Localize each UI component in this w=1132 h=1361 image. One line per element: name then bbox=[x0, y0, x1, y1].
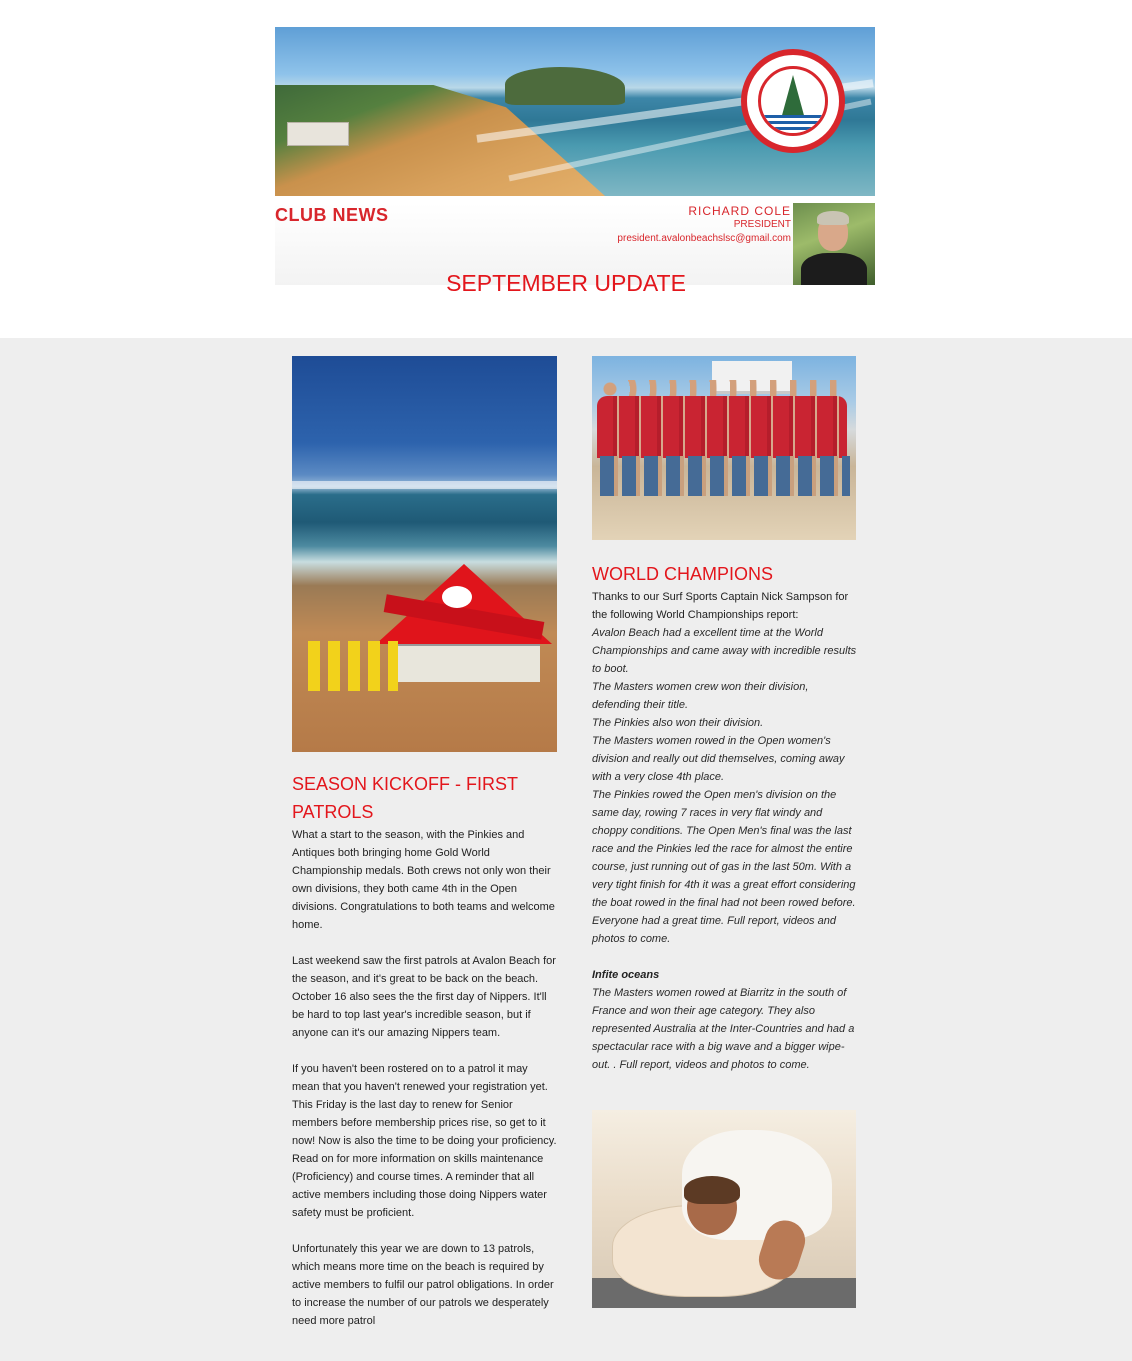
club-logo bbox=[741, 49, 845, 153]
photo-team-shirts bbox=[597, 396, 847, 458]
banner-clubhouse bbox=[287, 122, 349, 146]
cpr-training-photo bbox=[592, 1110, 856, 1308]
logo-inner bbox=[758, 66, 828, 136]
president-role: PRESIDENT bbox=[733, 219, 791, 230]
photo-trainee-hair bbox=[684, 1176, 740, 1204]
beach-banner-image bbox=[275, 27, 875, 196]
season-kickoff-heading: SEASON KICKOFF - FIRST PATROLS bbox=[292, 774, 518, 822]
left-column bbox=[292, 356, 558, 1330]
president-name: RICHARD COLE bbox=[688, 204, 791, 218]
report-intro: Thanks to our Surf Sports Captain Nick Sampson for the following World Championships report: bbox=[592, 591, 849, 621]
photo-team-legs bbox=[600, 456, 850, 496]
article-paragraph: What a start to the season, with the Pinkies and Antiques both bringing home Gold World Championship medals. Both crews not only won their own divisions, they both came 4th in the Open divisions. Congratulations to both teams and welcome home. bbox=[292, 829, 555, 931]
page-title: SEPTEMBER UPDATE bbox=[446, 270, 686, 296]
infinite-oceans-paragraph: The Masters women rowed at Biarritz in the south of France and won their age category. They also represented Australia at the Inter-Countries and had a spectacular race with a big wave and a bigger wipe-out. . Full report, videos and photos to come. bbox=[592, 987, 855, 1071]
photo-tent-base bbox=[392, 644, 540, 682]
president-email-link[interactable]: president.avalonbeachslsc@gmail.com bbox=[617, 233, 791, 244]
infinite-oceans-subheading: Infite oceans bbox=[592, 969, 660, 981]
right-column bbox=[592, 356, 858, 1308]
article-paragraph: Last weekend saw the first patrols at Avalon Beach for the season, and it's great to be back on the beach. October 16 also sees the the first day of Nippers. It'll be hard to top last year's incredible season, but if anyone can it's our amazing Nippers team. bbox=[292, 955, 556, 1039]
photo-surf bbox=[292, 481, 557, 489]
report-paragraph: The Masters women rowed in the Open women's division and really out did themselves, coming away with a very close 4th place. bbox=[592, 735, 845, 783]
portrait-hair bbox=[817, 211, 849, 225]
president-info bbox=[617, 204, 791, 246]
patrol-tent-photo bbox=[292, 356, 557, 752]
cpr-photo-wrapper bbox=[592, 1110, 858, 1308]
newsletter-body bbox=[0, 338, 1132, 1361]
report-paragraph: The Pinkies rowed the Open men's division on the same day, rowing 7 races in very flat windy and choppy conditions. The Open Men's final was the last race and the Pinkies led the race for almost the entire course, just running out of gas in the last 50m. With a very tight finish for 4th it was a great effort considering the boat rowed in the final had not been rowed before. Everyone had a great time. Full report, videos and photos to come. bbox=[592, 789, 856, 945]
world-champions-heading: WORLD CHAMPIONS bbox=[592, 564, 774, 584]
header-area bbox=[0, 0, 1132, 338]
club-news-label: CLUB NEWS bbox=[275, 205, 389, 225]
photo-lifesavers bbox=[308, 641, 398, 691]
streets-logo-icon bbox=[442, 586, 472, 608]
report-paragraph: The Masters women crew won their division, defending their title. bbox=[592, 681, 809, 711]
header-wrapper bbox=[275, 27, 875, 285]
article-paragraph: If you haven't been rostered on to a patrol it may mean that you haven't renewed your registration yet. This Friday is the last day to renew for Senior members before membership prices rise, so get to it now! Now is also the time to be doing your proficiency. Read on for more information on skills maintenance (Proficiency) and course times. A reminder that all active members including those doing Nippers water safety must be proficient. bbox=[292, 1063, 557, 1219]
pine-tree-icon bbox=[781, 75, 805, 119]
world-champions-photo bbox=[592, 356, 856, 540]
article-paragraph: Unfortunately this year we are down to 13 patrols, which means more time on the beach is required by active members to fulfil our patrol obligations. In order to increase the number of our patrols we desperately need more patrol bbox=[292, 1243, 554, 1327]
report-paragraph: The Pinkies also won their division. bbox=[592, 717, 764, 729]
waves-icon bbox=[761, 115, 825, 133]
banner-headland bbox=[505, 67, 625, 105]
report-paragraph: Avalon Beach had a excellent time at the World Championships and came away with incredible results to boot. bbox=[592, 627, 857, 675]
